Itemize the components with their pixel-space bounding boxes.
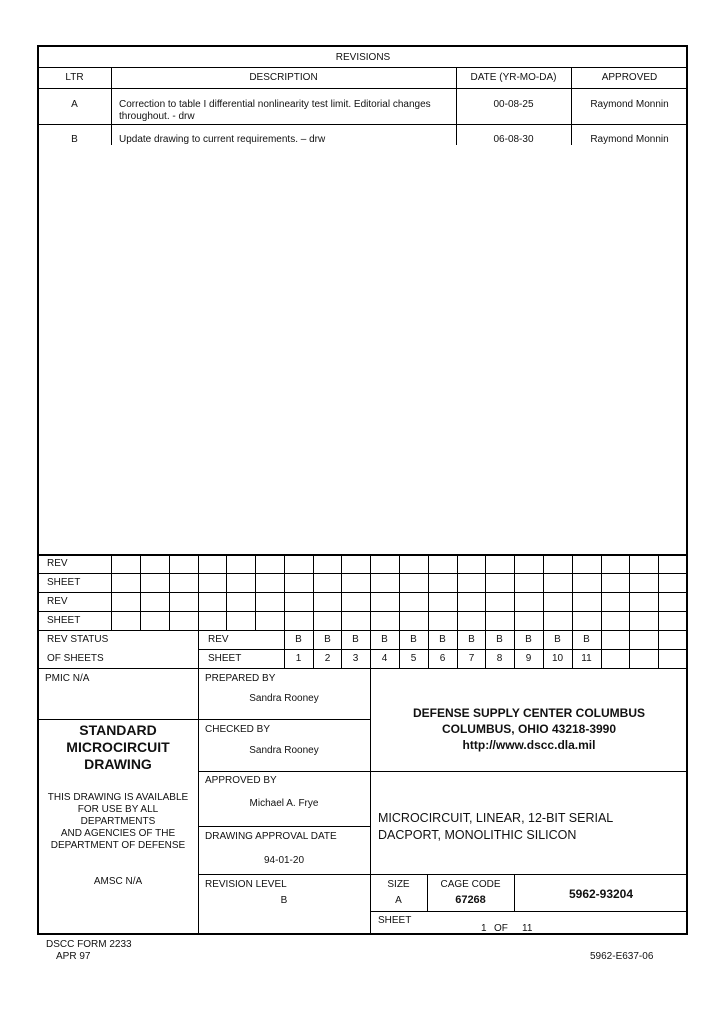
- sheet-number-cell: 3: [352, 653, 359, 664]
- standard-title-line: STANDARD: [79, 722, 157, 738]
- revision-approver: Raymond Monnin: [590, 134, 669, 145]
- drawing-number: 5962-93204: [568, 887, 634, 901]
- rev-status-label: REV STATUS: [47, 634, 109, 645]
- cage-code: 67268: [455, 894, 486, 906]
- pmic: PMIC N/A: [45, 673, 90, 684]
- divider: [226, 554, 227, 630]
- divider: [140, 554, 141, 630]
- divider: [370, 554, 371, 668]
- divider: [428, 554, 429, 668]
- revisions-title: REVISIONS: [335, 52, 391, 63]
- size-label: SIZE: [387, 879, 410, 890]
- divider: [38, 124, 688, 125]
- sheet-number-cell: 9: [525, 653, 532, 664]
- availability-line: AND AGENCIES OF THE: [60, 828, 176, 839]
- standard-title-line: MICROCIRCUIT: [66, 739, 170, 755]
- divider: [601, 554, 602, 668]
- sheet-rev-cell: B: [468, 634, 475, 645]
- sheet-rev-cell: B: [525, 634, 532, 645]
- revision-date: 06-08-30: [493, 134, 534, 145]
- approved-header: APPROVED: [601, 72, 658, 83]
- sheet-label: SHEET: [378, 915, 412, 926]
- availability-line: DEPARTMENT OF DEFENSE: [50, 840, 186, 851]
- ltr-header: LTR: [65, 72, 84, 83]
- description-header: DESCRIPTION: [249, 72, 318, 83]
- revision-description: Correction to table I differential nonlinearity test limit. Editorial changes throughout. - drw: [119, 99, 431, 122]
- sheet-rev-cell: B: [324, 634, 331, 645]
- agency-address: COLUMBUS, OHIO 43218-3990: [441, 722, 617, 736]
- divider: [255, 554, 256, 630]
- divider: [198, 874, 688, 875]
- divider: [658, 554, 659, 668]
- divider: [38, 719, 371, 720]
- divider: [111, 554, 112, 630]
- divider: [198, 826, 370, 827]
- revision-ltr: A: [71, 99, 78, 110]
- divider: [629, 554, 630, 668]
- divider: [169, 554, 170, 630]
- divider: [38, 88, 688, 89]
- sheet-number-cell: 6: [439, 653, 446, 664]
- divider: [514, 554, 515, 668]
- sheet-number: 1: [481, 923, 487, 934]
- sheet-row-label: SHEET: [208, 653, 242, 664]
- cage-code-label: CAGE CODE: [440, 879, 501, 890]
- sheet-rev-cell: B: [410, 634, 417, 645]
- grid-label: REV: [47, 596, 68, 607]
- divider: [38, 630, 688, 631]
- approved-by: Michael A. Frye: [249, 798, 319, 809]
- divider: [198, 649, 688, 650]
- checked-by: Sandra Rooney: [249, 745, 319, 756]
- part-title-line: DACPORT, MONOLITHIC SILICON: [378, 828, 577, 842]
- mask: [39, 145, 686, 154]
- sheet-rev-cell: B: [381, 634, 388, 645]
- part-title-line: MICROCIRCUIT, LINEAR, 12-BIT SERIAL: [378, 811, 614, 825]
- revision-level-label: REVISION LEVEL: [205, 879, 287, 890]
- sheet-rev-cell: B: [583, 634, 590, 645]
- divider: [38, 592, 688, 593]
- revision-description: Update drawing to current requirements. – drw: [119, 134, 326, 145]
- prepared-by: Sandra Rooney: [249, 693, 319, 704]
- sheet-rev-cell: B: [554, 634, 561, 645]
- revision-level: B: [280, 895, 288, 906]
- divider: [38, 668, 688, 669]
- sheet-number-cell: 2: [324, 653, 331, 664]
- sheet-number-cell: 5: [410, 653, 417, 664]
- amsc: AMSC N/A: [93, 876, 143, 887]
- rev-row-label: REV: [208, 634, 229, 645]
- divider: [543, 554, 544, 668]
- sheet-rev-cell: B: [496, 634, 503, 645]
- sheet-rev-cell: B: [439, 634, 446, 645]
- divider: [370, 911, 688, 912]
- divider: [457, 554, 458, 668]
- divider: [38, 573, 688, 574]
- sheet-number-cell: 4: [381, 653, 388, 664]
- sheet-number-cell: 10: [551, 653, 564, 664]
- agency-name: DEFENSE SUPPLY CENTER COLUMBUS: [412, 706, 646, 720]
- checked-by-label: CHECKED BY: [205, 724, 271, 735]
- date-header: DATE (YR-MO-DA): [470, 72, 557, 83]
- divider: [198, 554, 199, 668]
- divider: [341, 554, 342, 668]
- of-sheets-label: OF SHEETS: [47, 653, 104, 664]
- divider: [485, 554, 486, 668]
- divider: [38, 67, 688, 68]
- divider: [313, 554, 314, 668]
- availability-line: DEPARTMENTS: [80, 816, 156, 827]
- availability-line: THIS DRAWING IS AVAILABLE: [47, 792, 189, 803]
- sheet-of: OF: [494, 923, 508, 934]
- grid-label: REV: [47, 558, 68, 569]
- sheet-number-cell: 11: [581, 653, 592, 664]
- sheet-number-cell: 1: [295, 653, 302, 664]
- form-date: APR 97: [56, 951, 91, 962]
- grid-label: SHEET: [47, 577, 81, 588]
- agency-url[interactable]: http://www.dscc.dla.mil: [462, 738, 596, 752]
- divider: [38, 554, 688, 556]
- revision-ltr: B: [71, 134, 78, 145]
- divider: [572, 554, 573, 668]
- size-value: A: [395, 895, 402, 906]
- standard-title-line: DRAWING: [84, 756, 152, 772]
- approved-by-label: APPROVED BY: [205, 775, 277, 786]
- divider: [38, 611, 688, 612]
- prepared-by-label: PREPARED BY: [205, 673, 276, 684]
- sheet-rev-cell: B: [352, 634, 359, 645]
- divider: [198, 771, 688, 772]
- sheet-rev-cell: B: [295, 634, 302, 645]
- sheet-number-cell: 8: [496, 653, 503, 664]
- revision-approver: Raymond Monnin: [590, 99, 669, 110]
- grid-label: SHEET: [47, 615, 81, 626]
- approval-date: 94-01-20: [263, 855, 305, 866]
- form-number: DSCC FORM 2233: [46, 939, 132, 950]
- sheet-total: 11: [522, 923, 533, 934]
- approval-date-label: DRAWING APPROVAL DATE: [205, 831, 337, 842]
- divider: [284, 554, 285, 668]
- sheet-number-cell: 7: [468, 653, 475, 664]
- availability-line: FOR USE BY ALL: [77, 804, 159, 815]
- divider: [399, 554, 400, 668]
- revision-date: 00-08-25: [493, 99, 534, 110]
- document-code: 5962-E637-06: [590, 951, 654, 962]
